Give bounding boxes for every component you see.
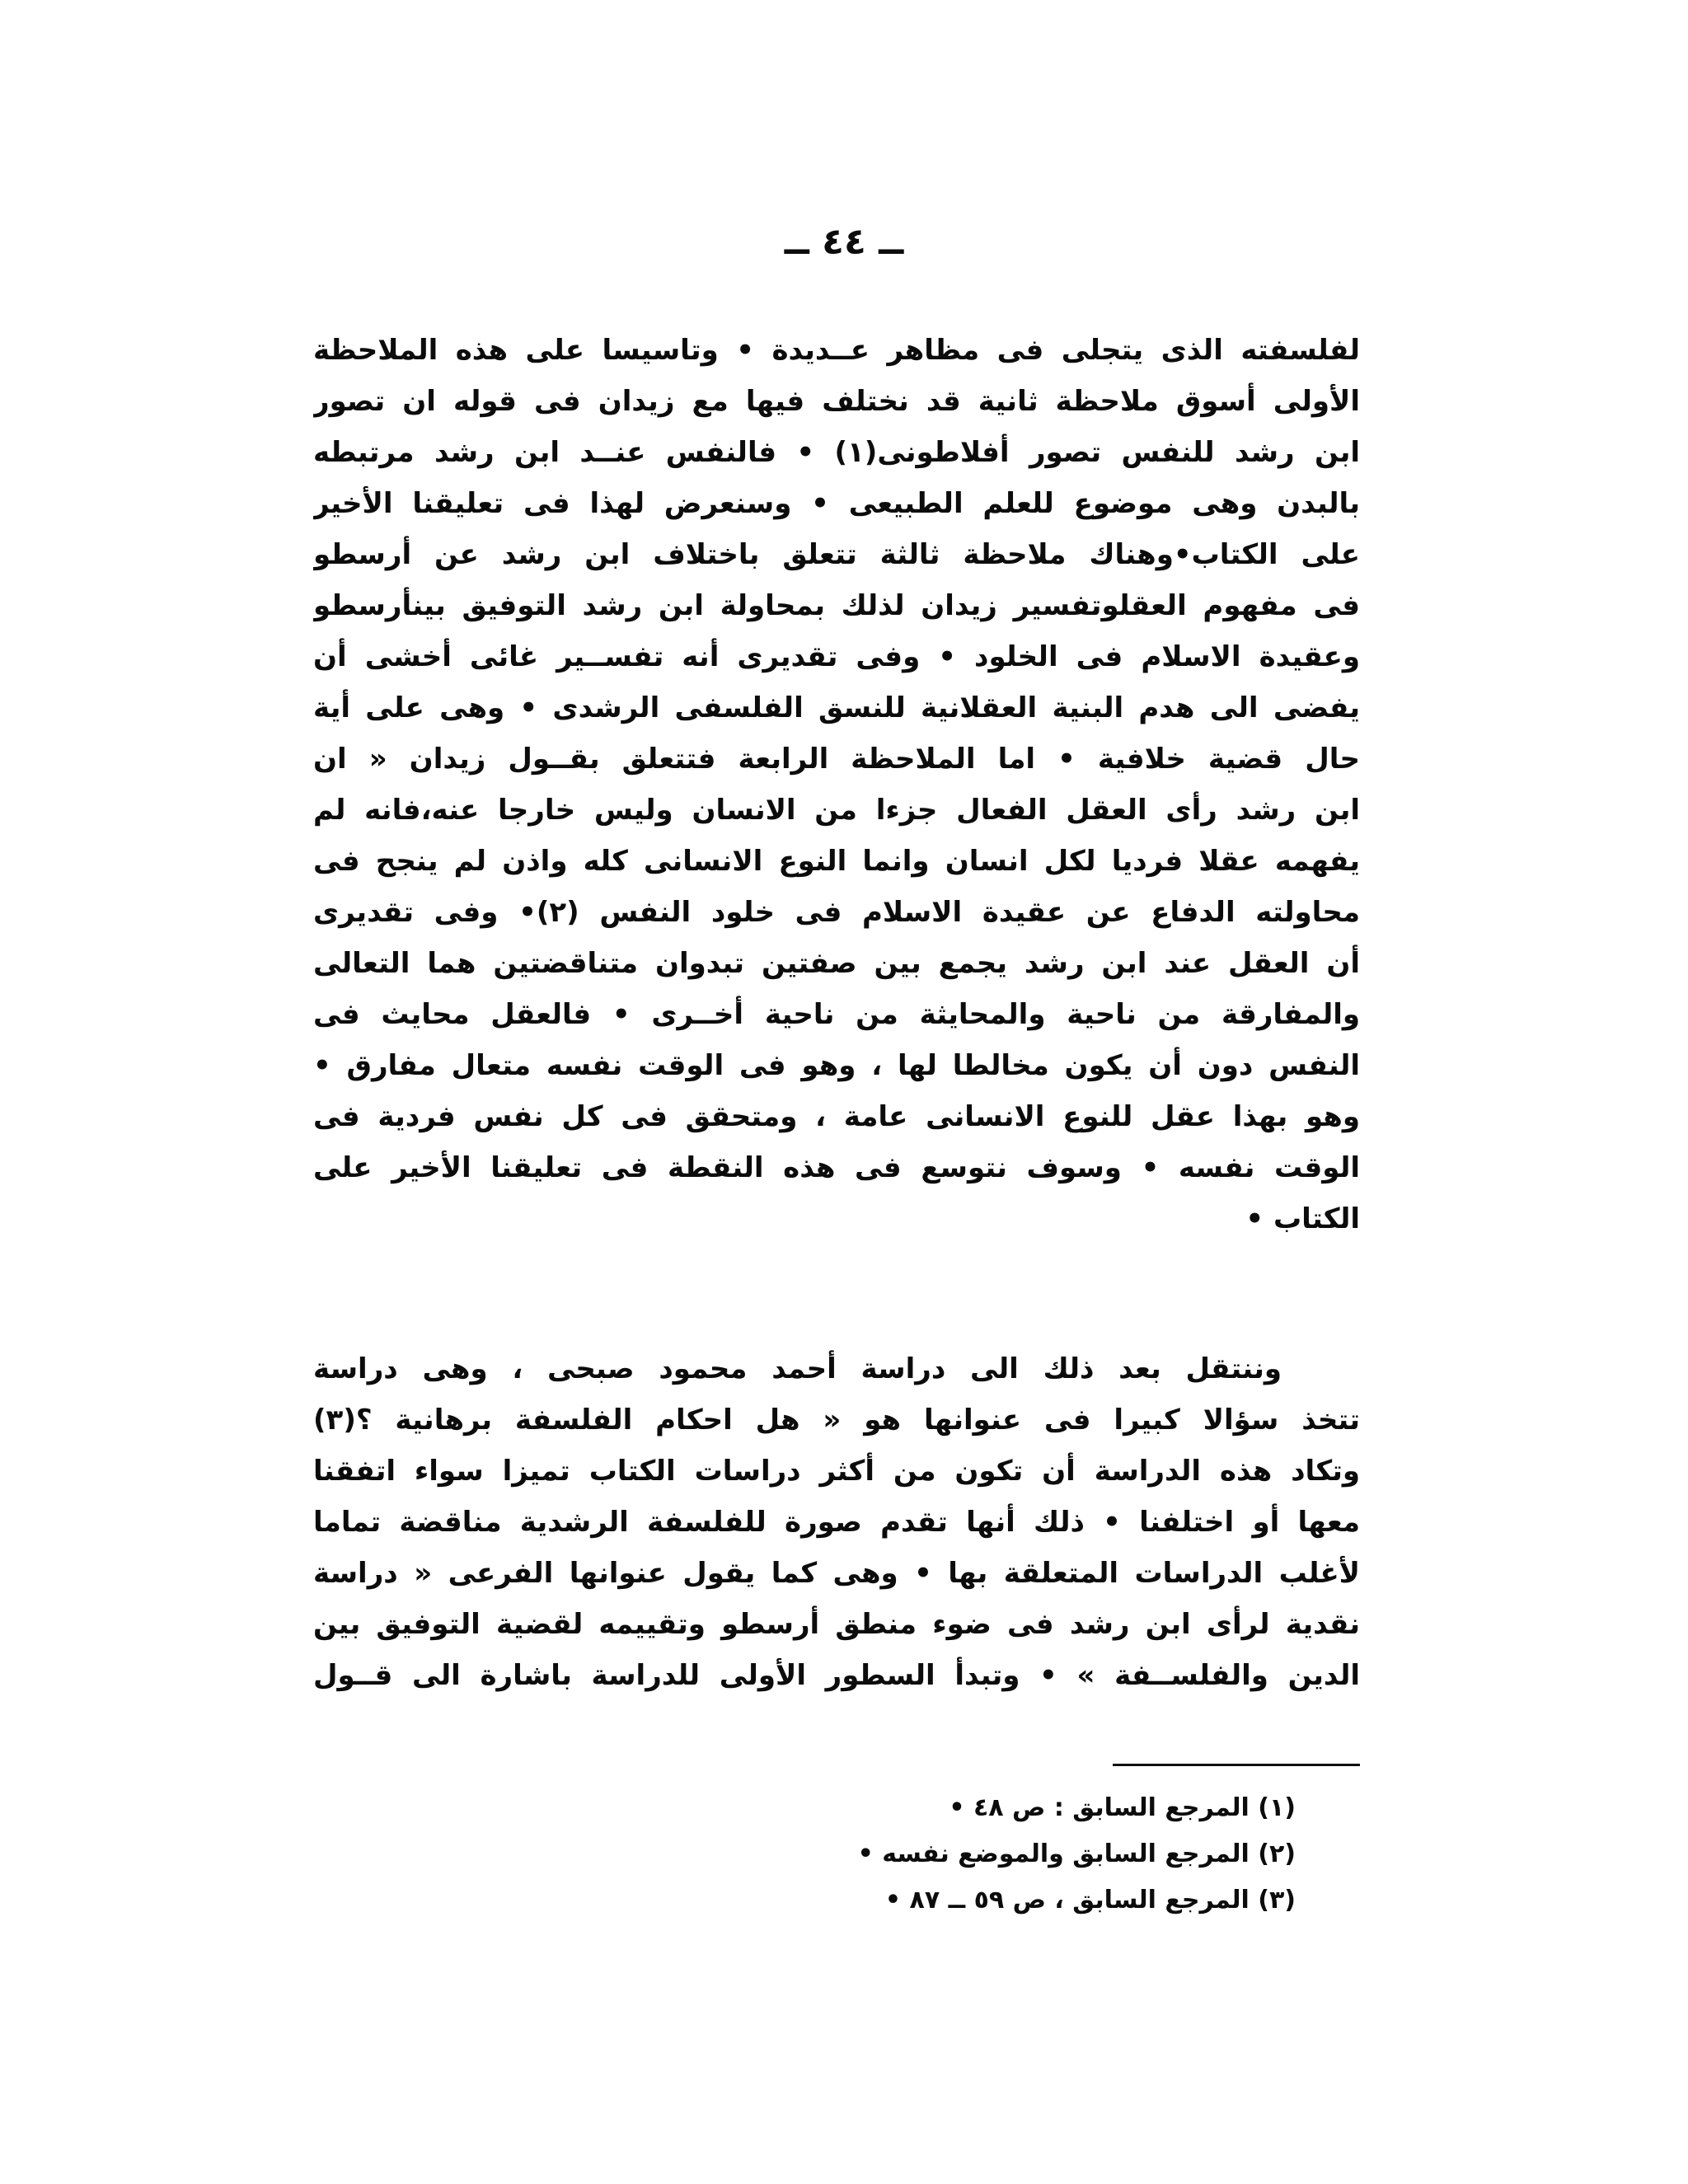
text-line: حال قضية خلافية • اما الملاحظة الرابعة فتتعلق بقــول زيدان « ان [313, 743, 1360, 776]
text-line: الدين والفلســفة » • وتبدأ السطور الأولى للدراسة باشارة الى قــول [313, 1659, 1360, 1692]
text-line: الوقت نفسه • وسوف نتوسع فى هذه النقطة فى تعليقنا الأخير على [313, 1151, 1360, 1184]
footnotes [742, 1785, 1296, 1924]
text-line: فى مفهوم العقلوتفسير زيدان لذلك بمحاولة ابن رشد التوفيق بينأرسطو [313, 589, 1360, 622]
text-line: وننتقل بعد ذلك الى دراسة أحمد محمود صبحى ، وهى دراسة [313, 1352, 1282, 1385]
footnote-3: (٣) المرجع السابق ، ص ٥٩ ــ ٨٧ • [884, 1886, 1296, 1915]
text-line: ابن رشد رأى العقل الفعال جزءا من الانسان وليس خارجا عنه،فانه لم [313, 794, 1360, 827]
body-paragraph-1 [313, 325, 1360, 1244]
text-line: يفهمه عقلا فرديا لكل انسان وانما النوع الانسانى كله واذن لم ينجح فى [313, 845, 1360, 878]
text-line: تتخذ سؤالا كبيرا فى عنوانها هو « هل احكام الفلسفة برهانية ؟(٣) [313, 1404, 1360, 1436]
footnote-1: (١) المرجع السابق : ص ٤٨ • [949, 1793, 1296, 1822]
text-line: بالبدن وهى موضوع للعلم الطبيعى • وسنعرض لهذا فى تعليقنا الأخير [313, 487, 1360, 520]
text-line: محاولته الدفاع عن عقيدة الاسلام فى خلود النفس (٢)• وفى تقديرى [313, 896, 1360, 929]
text-line: والمفارقة من ناحية والمحايثة من ناحية أخــرى • فالعقل محايث فى [313, 998, 1360, 1031]
text-line: يفضى الى هدم البنية العقلانية للنسق الفلسفى الرشدى • وهى على أية [313, 691, 1360, 724]
text-line: أن العقل عند ابن رشد يجمع بين صفتين تبدوان متناقضتين هما التعالى [313, 947, 1360, 980]
text-line: لأغلب الدراسات المتعلقة بها • وهى كما يقول عنوانها الفرعى « دراسة [313, 1557, 1360, 1590]
text-line: معها أو اختلفنا • ذلك أنها تقدم صورة للفلسفة الرشدية مناقضة تماما [313, 1506, 1360, 1539]
text-line: النفس دون أن يكون مخالطا لها ، وهو فى الوقت نفسه متعال مفارق • [313, 1049, 1360, 1082]
text-line: وعقيدة الاسلام فى الخلود • وفى تقديرى أنه تفســير غائى أخشى أن [313, 640, 1360, 673]
text-line: الكتاب • [1245, 1202, 1360, 1235]
text-line: وتكاد هذه الدراسة أن تكون من أكثر دراسات الكتاب تميزا سواء اتفقنا [313, 1455, 1360, 1488]
text-line: لفلسفته الذى يتجلى فى مظاهر عــديدة • وتاسيسا على هذه الملاحظة [313, 334, 1360, 367]
text-line: الأولى أسوق ملاحظة ثانية قد نختلف فيها مع زيدان فى قوله ان تصور [313, 385, 1360, 418]
text-line: نقدية لرأى ابن رشد فى ضوء منطق أرسطو وتقييمه لقضية التوفيق بين [313, 1608, 1360, 1641]
body-paragraph-2 [313, 1343, 1360, 1701]
text-line: وهو بهذا عقل للنوع الانسانى عامة ، ومتحقق فى كل نفس فردية فى [313, 1100, 1360, 1133]
text-line: على الكتاب•وهناك ملاحظة ثالثة تتعلق باختلاف ابن رشد عن أرسطو [313, 538, 1360, 571]
text-line: ابن رشد للنفس تصور أفلاطونى(١) • فالنفس عنــد ابن رشد مرتبطه [313, 436, 1360, 469]
footnote-2: (٢) المرجع السابق والموضع نفسه • [857, 1840, 1296, 1868]
page-number: ــ ٤٤ ــ [784, 221, 904, 263]
footnote-separator [1113, 1764, 1360, 1766]
